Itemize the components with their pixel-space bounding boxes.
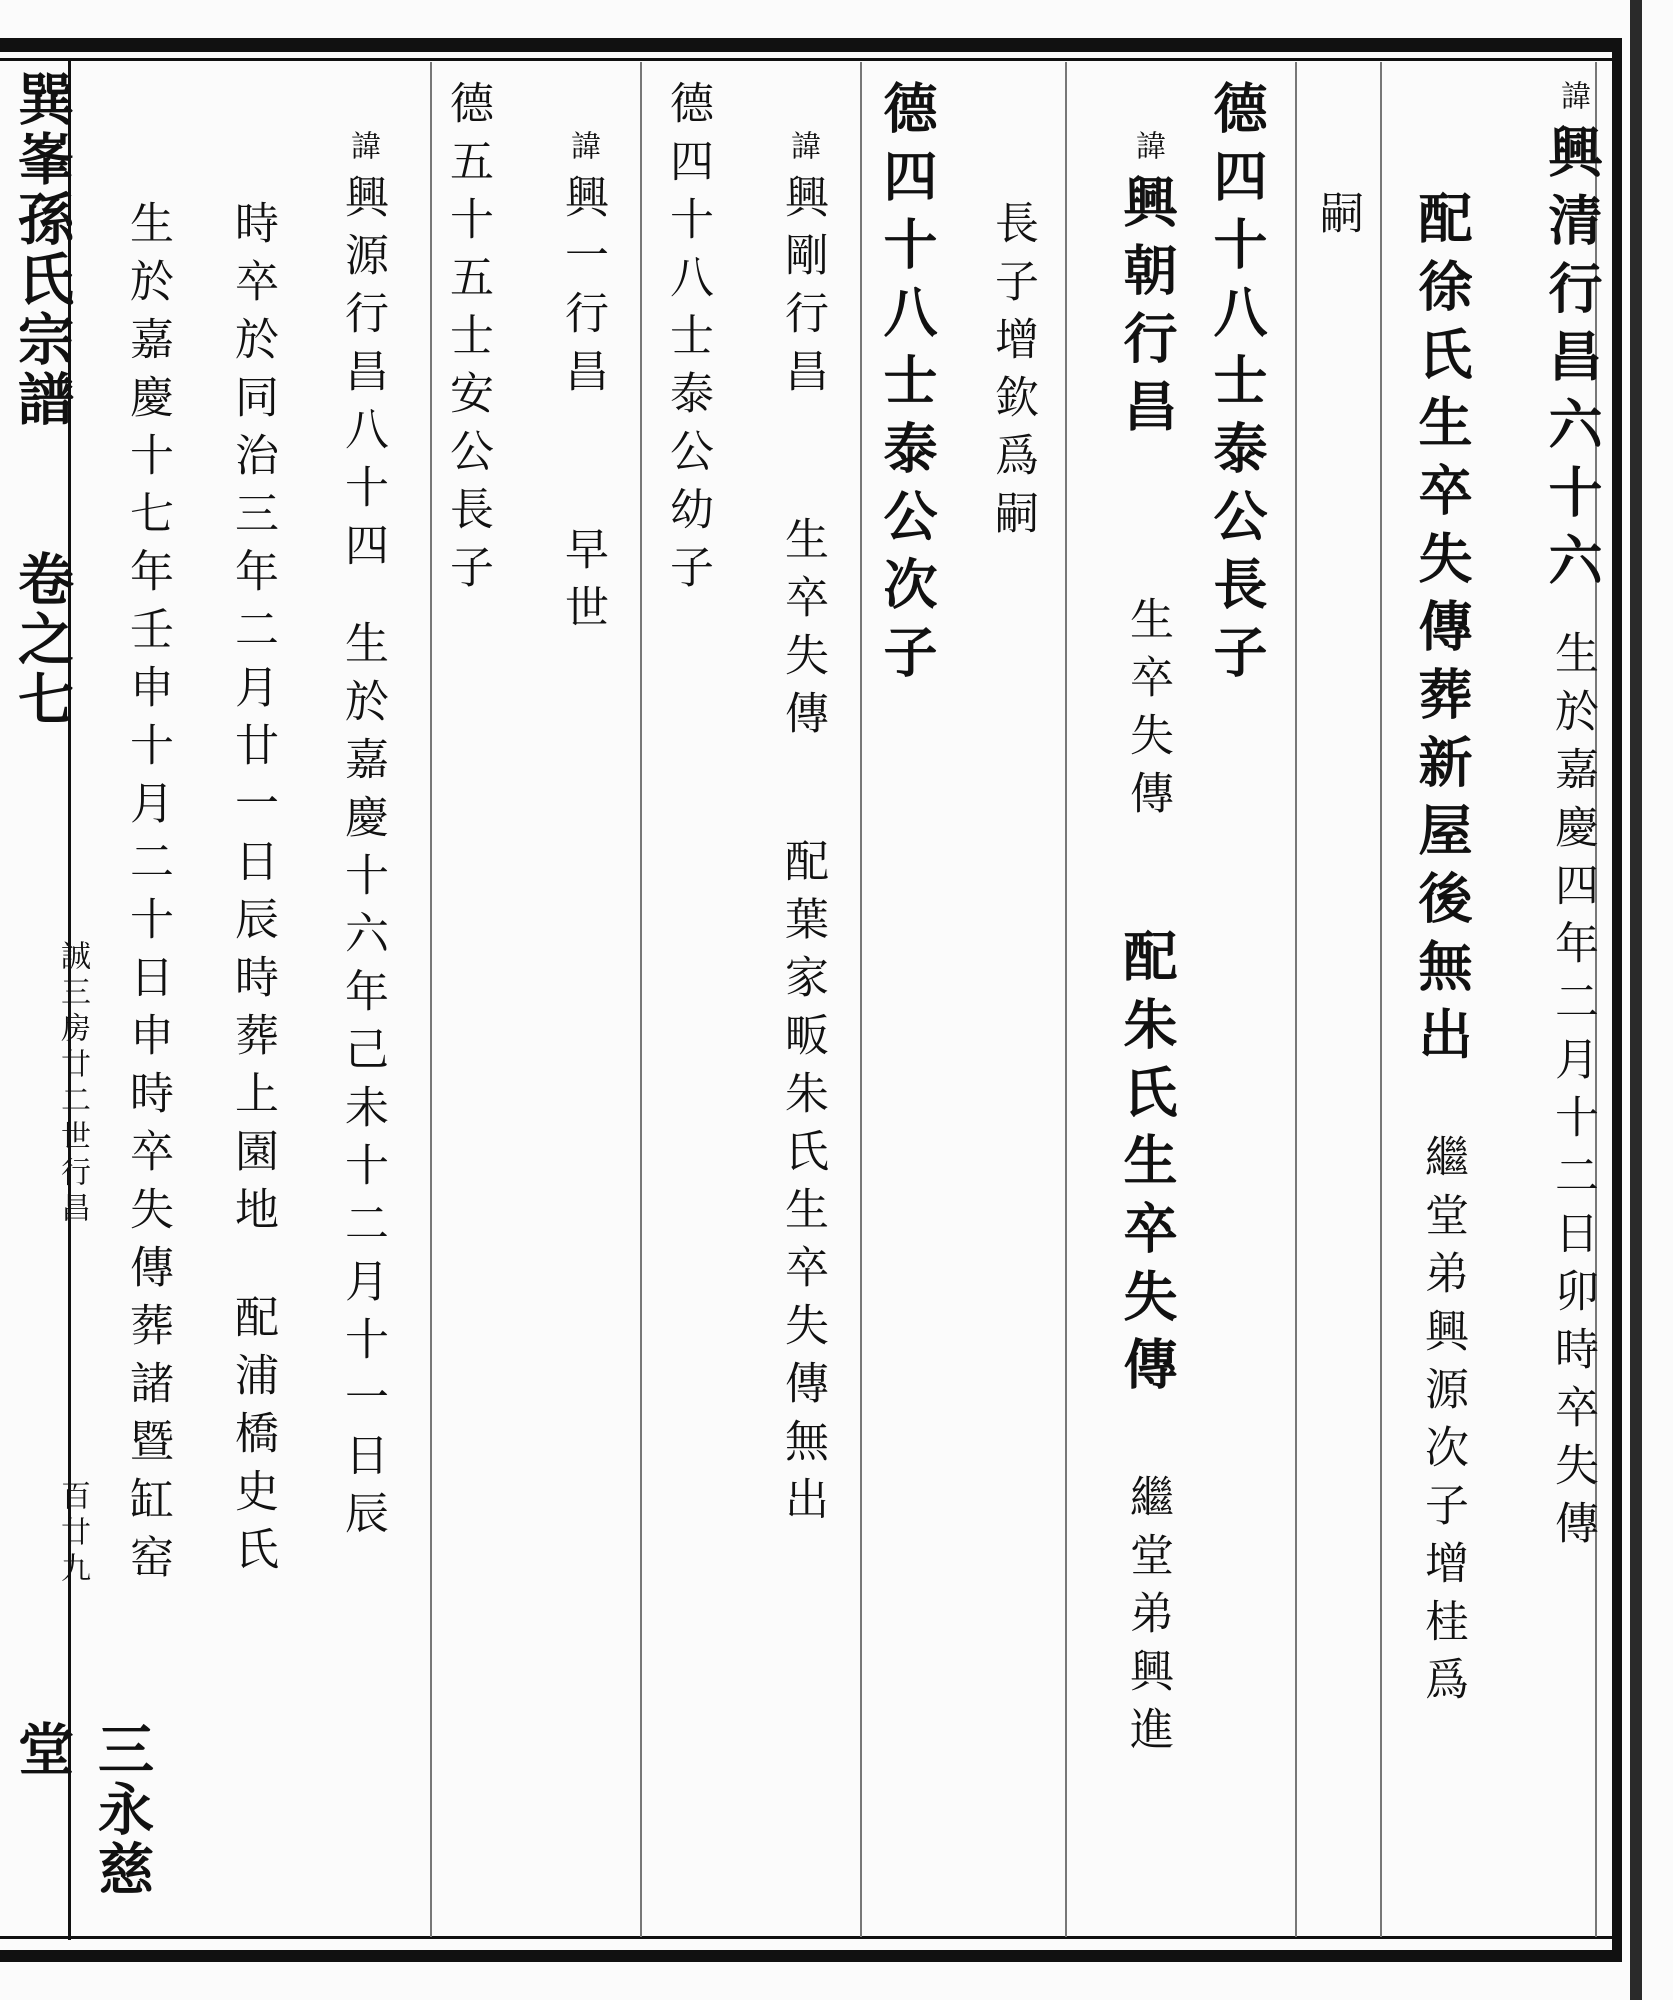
heir-record: 繼堂弟興進 (1122, 1474, 1173, 1764)
honorific-label: 諱 (1555, 80, 1590, 124)
column-divider (1065, 62, 1067, 1937)
lineage-line: 德四十八士泰公幼子 (662, 80, 713, 602)
heir-record: 繼堂弟興源次子增桂爲 (1417, 1134, 1468, 1714)
lineage-line: 德四十八士泰公次子 (875, 80, 939, 692)
frame-top-inner-border (0, 58, 1615, 61)
person-name: 興源行昌八十四 (337, 174, 388, 580)
text-column (1410, 190, 1474, 1714)
page-number: 百廿九 (55, 1480, 90, 1588)
honorific-label: 諱 (565, 130, 600, 174)
life-record: 早世 (557, 526, 608, 642)
text-column (987, 200, 1038, 548)
column-divider (430, 62, 432, 1937)
text-column (1115, 130, 1179, 1764)
spouse-record: 配浦橋史氏 (227, 1294, 278, 1584)
person-name: 興清行昌六十六 (1540, 124, 1604, 600)
column-divider (640, 62, 642, 1937)
text-column (875, 80, 939, 692)
life-record-cont: 時卒於同治三年二月廿一日辰時葬上園地 (227, 200, 278, 1244)
person-name: 興剛行昌 (777, 174, 828, 406)
text-column (1205, 80, 1269, 692)
lineage-line: 德五十五士安公長子 (442, 80, 493, 602)
text-column (442, 80, 493, 602)
column-divider (1380, 62, 1382, 1937)
honorific-label: 諱 (785, 130, 820, 174)
frame-bottom-border (0, 1950, 1615, 1962)
text-column (777, 130, 828, 1534)
spouse-record: 配徐氏生卒失傳葬新屋後無出 (1410, 190, 1474, 1074)
person-name: 興一行昌 (557, 174, 608, 406)
branch-label: 誠三房廿二世行昌 (55, 940, 90, 1228)
life-record: 生卒失傳 (1122, 596, 1173, 828)
frame-top-border (0, 38, 1615, 52)
volume-label: 卷之七 (9, 550, 75, 730)
text-column (1540, 80, 1604, 1558)
column-divider (860, 62, 862, 1937)
honorific-label: 諱 (1130, 130, 1165, 174)
page-edge-shadow (1630, 0, 1642, 2000)
heir-record-cont: 長子增欽爲嗣 (987, 200, 1038, 548)
frame-bottom-inner-border (0, 1936, 1615, 1939)
text-column (227, 200, 278, 1584)
lineage-line: 德四十八士泰公長子 (1205, 80, 1269, 692)
text-column (1312, 190, 1363, 248)
text-column (337, 130, 388, 1548)
honorific-label: 諱 (345, 130, 380, 174)
spouse-record: 配朱氏生卒失傳 (1115, 928, 1179, 1404)
column-divider (1295, 62, 1297, 1937)
person-name: 興朝行昌 (1115, 174, 1179, 446)
life-record: 生卒失傳 (777, 516, 828, 748)
text-column (557, 130, 608, 642)
spouse-life-record: 生於嘉慶十七年壬申十月二十日申時卒失傳葬諸暨缸窑 (122, 200, 173, 1592)
hall-name: 三永慈堂 (9, 1720, 155, 1900)
text-column (662, 80, 713, 602)
heir-record-cont: 嗣 (1312, 190, 1363, 248)
spouse-record: 配葉家畈朱氏生卒失傳無出 (777, 838, 828, 1534)
book-title: 巽峯孫氏宗譜 (9, 70, 75, 430)
frame-right-border (1612, 38, 1622, 1962)
life-record: 生於嘉慶四年二月十二日卯時卒失傳 (1547, 630, 1598, 1558)
text-column (122, 200, 173, 1592)
life-record: 生於嘉慶十六年己未十二月十一日辰 (337, 620, 388, 1548)
